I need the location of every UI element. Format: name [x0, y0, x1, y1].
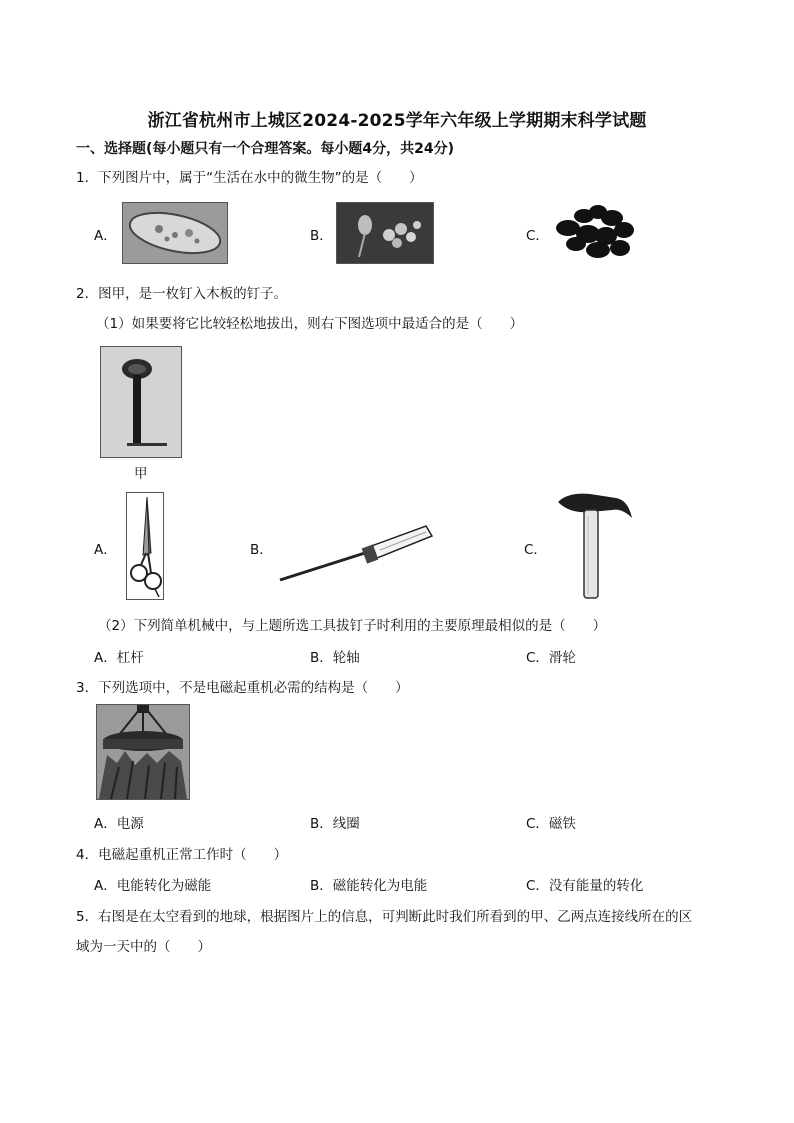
question-2-stem: 2．图甲，是一枚钉入木板的钉子。 — [76, 286, 288, 302]
q1-option-b-label: B． — [310, 228, 333, 244]
paramecium-image[interactable] — [122, 202, 228, 264]
question-2-sub2: （2）下列简单机械中，与上题所选工具拔钉子时利用的主要原理最相似的是（ ） — [98, 618, 607, 634]
q2-sub2-option-a: A．杠杆 — [94, 650, 144, 666]
section-heading: 一、选择题(每小题只有一个合理答案。每小题4分，共24分) — [76, 141, 455, 157]
q2-sub2-option-c: C．滑轮 — [526, 650, 576, 666]
bacteria-cluster-image[interactable] — [554, 200, 636, 262]
question-2-sub1: （1）如果要将它比较轻松地拔出，则右下图选项中最适合的是（ ） — [96, 316, 524, 332]
q3-option-b: B．线圈 — [310, 816, 360, 832]
q4-option-a: A．电能转化为磁能 — [94, 878, 212, 894]
question-1-stem: 1．下列图片中，属于“生活在水中的微生物”的是（ ） — [76, 170, 423, 186]
q4-option-c: C．没有能量的转化 — [526, 878, 644, 894]
scissors-image[interactable] — [126, 492, 164, 600]
question-3-stem: 3．下列选项中，不是电磁起重机必需的结构是（ ） — [76, 680, 409, 696]
q3-option-c: C．磁铁 — [526, 816, 576, 832]
question-5-stem-line2: 域为一天中的（ ） — [76, 939, 211, 955]
q2-option-b-label: B． — [250, 542, 273, 558]
q3-option-a: A．电源 — [94, 816, 144, 832]
q2-sub2-option-b: B．轮轴 — [310, 650, 360, 666]
nail-in-board-image[interactable] — [100, 346, 182, 458]
q2-option-c-label: C． — [524, 542, 547, 558]
q2-option-a-label: A． — [94, 542, 117, 558]
q1-option-c-label: C． — [526, 228, 549, 244]
q1-option-a-label: A． — [94, 228, 117, 244]
electromagnetic-crane-image[interactable] — [96, 704, 190, 800]
screwdriver-image[interactable] — [276, 512, 436, 586]
page-title: 浙江省杭州市上城区2024-2025学年六年级上学期期末科学试题 — [147, 111, 647, 131]
figure-caption-jia: 甲 — [134, 466, 148, 482]
claw-hammer-image[interactable] — [554, 490, 634, 602]
vorticella-image[interactable] — [336, 202, 434, 264]
question-4-stem: 4．电磁起重机正常工作时（ ） — [76, 847, 288, 863]
q4-option-b: B．磁能转化为电能 — [310, 878, 428, 894]
question-5-stem-line1: 5．右图是在太空看到的地球，根据图片上的信息，可判断此时我们所看到的甲、乙两点连接线所在的区 — [76, 909, 693, 925]
